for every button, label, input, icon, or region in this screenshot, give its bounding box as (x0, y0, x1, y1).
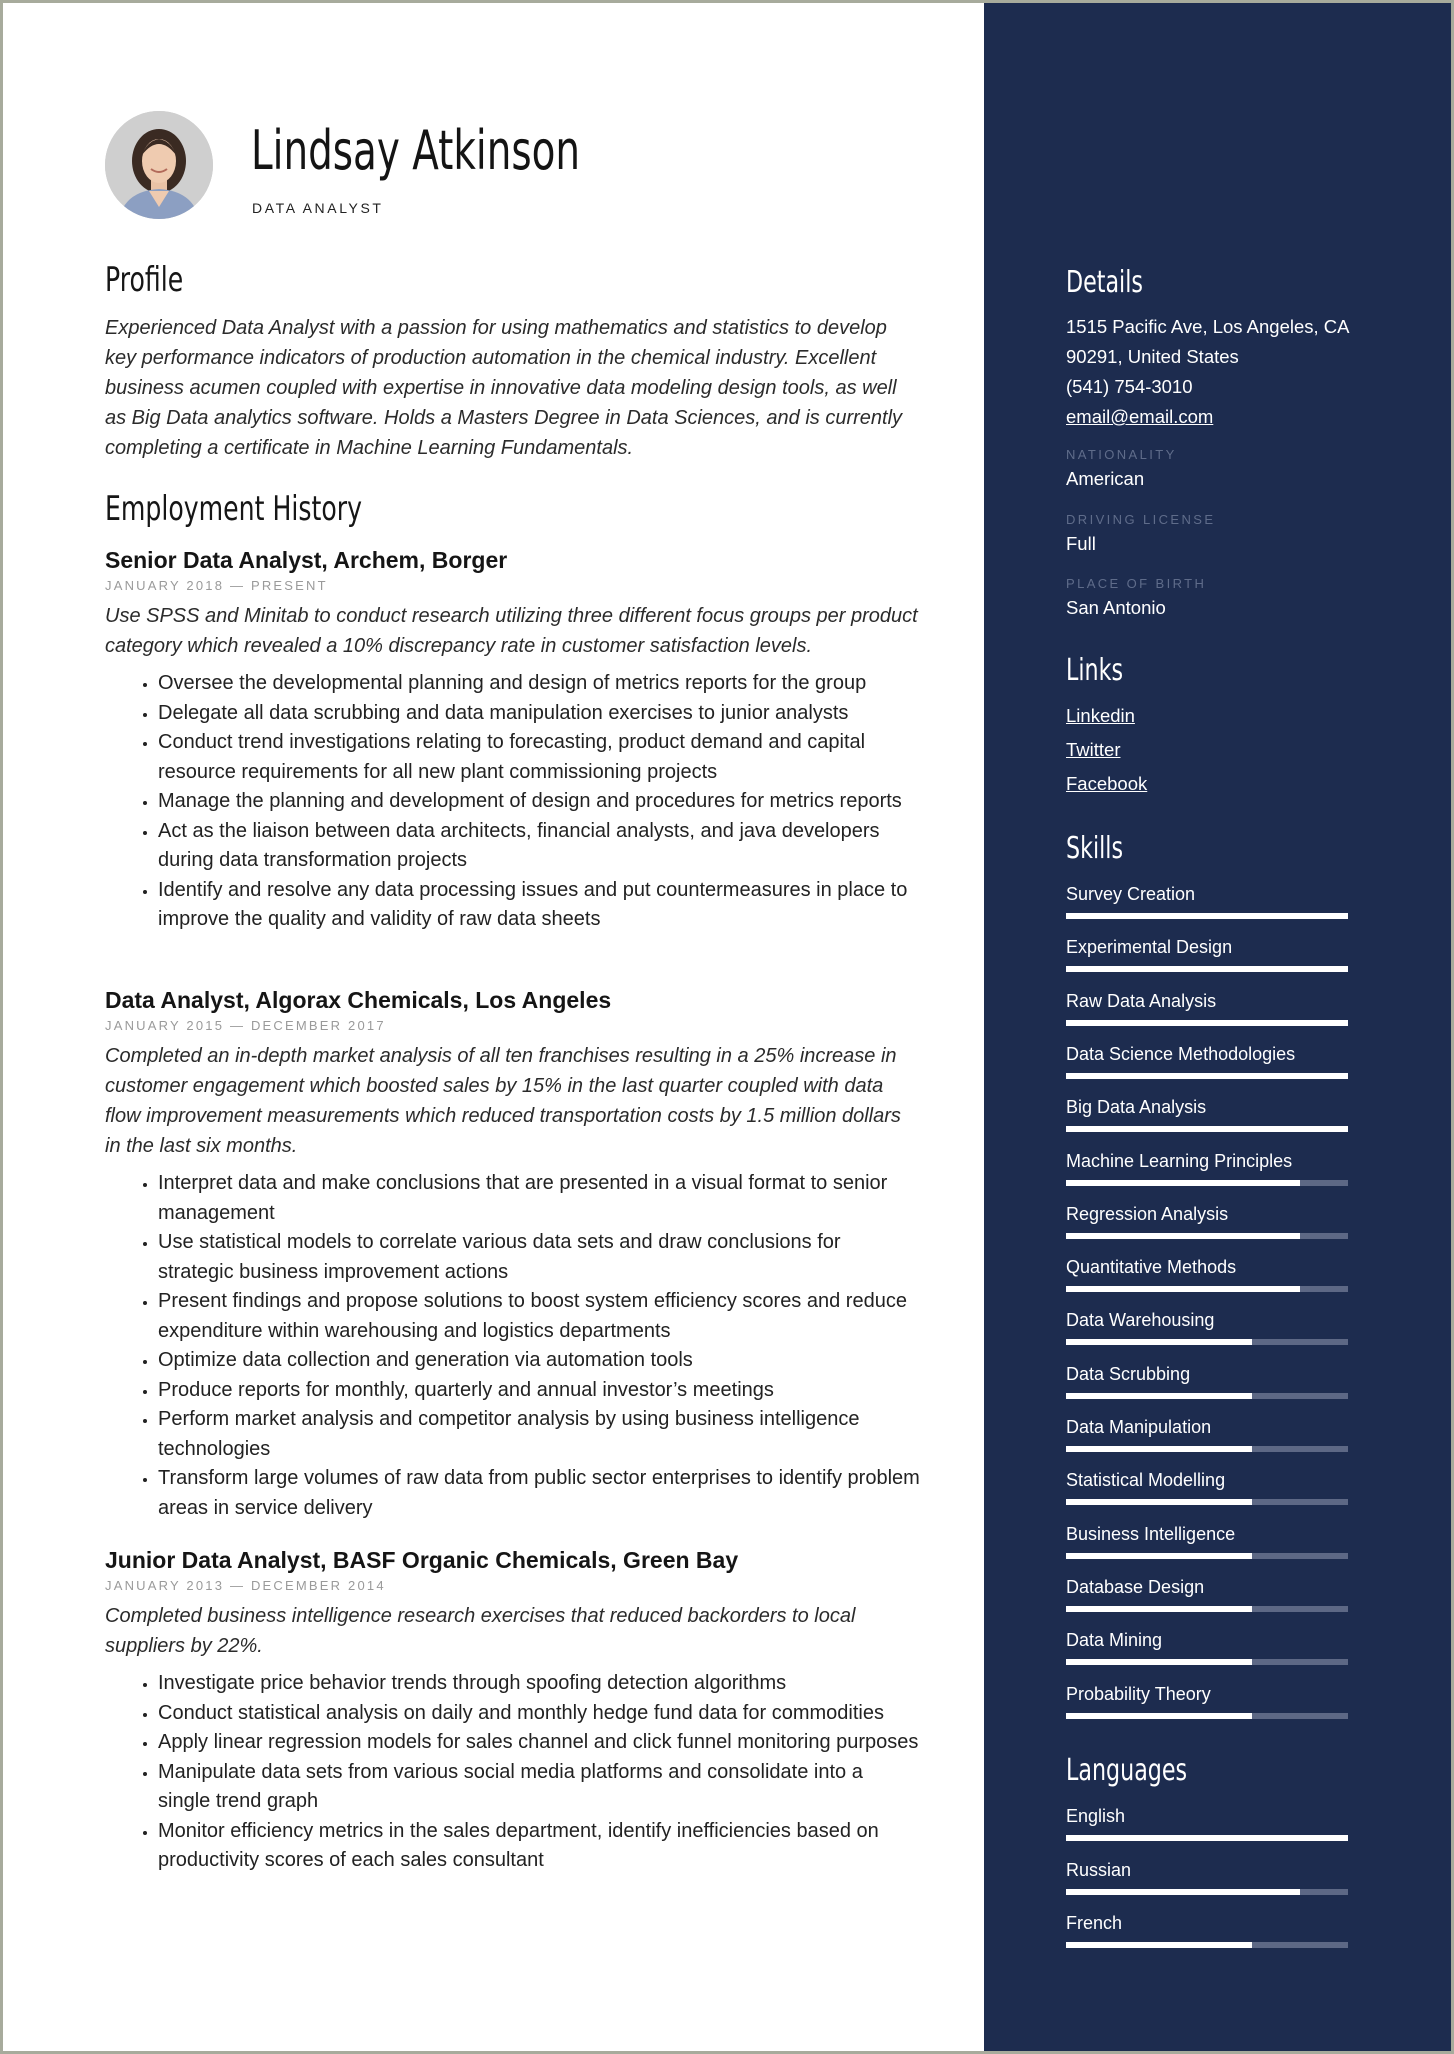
resume-page (3, 3, 1451, 2051)
link-facebook[interactable] (1066, 769, 1147, 799)
skill-level-fill (1066, 1713, 1252, 1719)
link-linkedin[interactable] (1066, 701, 1135, 731)
bullet-item: • Transform large volumes of raw data from public sector enterprises to identify problem areas in service delivery (158, 1464, 920, 1523)
skill-level-bar (1066, 1073, 1348, 1079)
skill-item (1066, 1043, 1348, 1079)
job-entry-bullets (105, 669, 920, 935)
language-item (1066, 1859, 1348, 1895)
skill-name: Data Warehousing (1066, 1310, 1215, 1331)
address-line-2: 90291, United States (1066, 346, 1239, 367)
driving-license-value: Full (1066, 533, 1096, 554)
job-entry (105, 1545, 920, 1876)
bullet-item: • Act as the liaison between data architects, financial analysts, and java developers during data transformation projects (158, 817, 920, 876)
skill-item (1066, 1363, 1348, 1399)
job-entry-summary: Completed an in-depth market analysis of all ten franchises resulting in a 25% increase in customer engagement which boosted sales by 15% in the last quarter coupled with data flow improvement measurements which reduced transportation costs by 1.5 million dollars in the last six months. (105, 1045, 901, 1157)
skill-name: Probability Theory (1066, 1683, 1211, 1704)
person-name: Lindsay Atkinson (251, 119, 581, 182)
skill-level-fill (1066, 1286, 1300, 1292)
skill-level-bar (1066, 1499, 1348, 1505)
skill-name: Statistical Modelling (1066, 1470, 1226, 1491)
skill-name: Big Data Analysis (1066, 1097, 1207, 1118)
details-heading: Details (1066, 265, 1143, 300)
job-entry-title: Data Analyst, Algorax Chemicals, Los Angeles (105, 987, 612, 1013)
skill-name: Data Science Methodologies (1066, 1043, 1296, 1064)
bullet-item: • Investigate price behavior trends through spoofing detection algorithms (158, 1669, 920, 1699)
skill-item (1066, 1203, 1348, 1239)
skill-item (1066, 1150, 1348, 1186)
skill-name: Data Manipulation (1066, 1417, 1212, 1437)
skill-name: Business Intelligence (1066, 1523, 1236, 1544)
bullet-item: • Manage the planning and development of design and procedures for metrics reports (158, 787, 920, 817)
skill-item (1066, 1416, 1348, 1452)
profile-text: Experienced Data Analyst with a passion for using mathematics and statistics to develop key performance indicators of production automation in the chemical industry. Excellent business acumen coupled with expertise in innovative data modeling design tools, as well as Big Data analytics software. Holds a Masters Degree in Data Sciences, and is currently completing a certificate in Machine Learning Fundamentals. (105, 317, 903, 459)
job-entry (105, 985, 920, 1523)
skill-level-fill (1066, 913, 1348, 919)
bullet-item: • Manipulate data sets from various social media platforms and consolidate into a single trend graph (158, 1758, 920, 1817)
address-line-1: 1515 Pacific Ave, Los Angeles, CA (1066, 316, 1350, 337)
skill-level-fill (1066, 1020, 1348, 1026)
bullet-item: • Apply linear regression models for sales channel and click funnel monitoring purposes (158, 1728, 920, 1758)
language-name: Russian (1066, 1859, 1132, 1880)
skill-name: Data Scrubbing (1066, 1363, 1191, 1384)
skill-level-fill (1066, 1446, 1252, 1452)
links-heading: Links (1066, 653, 1124, 688)
employment-heading: Employment History (105, 489, 362, 529)
skill-item (1066, 1096, 1348, 1132)
language-name: English (1066, 1806, 1126, 1826)
skill-name: Machine Learning Principles (1066, 1150, 1293, 1171)
nationality-value: American (1066, 468, 1145, 489)
skill-level-bar (1066, 1393, 1348, 1399)
bullet-item: • Monitor efficiency metrics in the sales department, identify inefficiencies based on productivity scores of each sales consultant (158, 1817, 920, 1876)
language-level-bar (1066, 1835, 1348, 1841)
language-level-bar (1066, 1889, 1348, 1895)
job-entry-summary: Use SPSS and Minitab to conduct research utilizing three different focus groups per product category which revealed a 10% discrepancy rate in customer satisfaction levels. (105, 605, 918, 657)
bullet-item: • Produce reports for monthly, quarterly and annual investor’s meetings (158, 1376, 920, 1406)
skill-level-bar (1066, 1233, 1348, 1239)
link-facebook-text[interactable]: Facebook (1066, 773, 1148, 794)
language-item (1066, 1805, 1348, 1841)
skill-item (1066, 1683, 1348, 1719)
nationality-label: NATIONALITY (1066, 447, 1177, 462)
skill-level-fill (1066, 1126, 1348, 1132)
job-entry-dates: JANUARY 2015 — DECEMBER 2017 (105, 1018, 386, 1033)
bullet-item: • Interpret data and make conclusions that are presented in a visual format to senior management (158, 1169, 920, 1228)
language-level-fill (1066, 1835, 1348, 1841)
email-link-text[interactable]: email@email.com (1066, 406, 1214, 427)
job-entry-dates: JANUARY 2013 — DECEMBER 2014 (105, 1578, 386, 1593)
skills-heading: Skills (1066, 831, 1124, 866)
bullet-item: • Use statistical models to correlate various data sets and draw conclusions for strategic business improvement actions (158, 1228, 920, 1287)
skill-item (1066, 1629, 1348, 1665)
job-entry (105, 545, 920, 935)
skill-level-fill (1066, 1659, 1252, 1665)
skill-item (1066, 883, 1348, 919)
phone-number: (541) 754-3010 (1066, 376, 1193, 397)
skill-level-fill (1066, 1073, 1348, 1079)
skill-level-bar (1066, 1286, 1348, 1292)
skill-level-fill (1066, 1180, 1300, 1186)
skill-level-fill (1066, 1606, 1252, 1612)
profile-heading: Profile (105, 260, 184, 300)
skill-level-bar (1066, 1713, 1348, 1719)
avatar-photo (105, 111, 213, 219)
language-level-bar (1066, 1942, 1348, 1948)
skill-name: Database Design (1066, 1576, 1205, 1597)
skill-level-fill (1066, 1339, 1252, 1345)
languages-heading: Languages (1066, 1753, 1188, 1788)
bullet-item: • Optimize data collection and generation via automation tools (158, 1346, 920, 1376)
link-twitter[interactable] (1066, 735, 1120, 765)
skill-name: Data Mining (1066, 1630, 1163, 1651)
main-column (3, 3, 984, 2051)
skill-item (1066, 1469, 1348, 1505)
bullet-item: • Delegate all data scrubbing and data manipulation exercises to junior analysts (158, 699, 920, 729)
link-linkedin-text[interactable]: Linkedin (1066, 705, 1135, 726)
sidebar (984, 3, 1451, 2051)
skill-item (1066, 990, 1348, 1026)
driving-license-label: DRIVING LICENSE (1066, 512, 1216, 527)
bullet-item: • Oversee the developmental planning and design of metrics reports for the group (158, 669, 920, 699)
skill-level-fill (1066, 1233, 1300, 1239)
skill-item (1066, 936, 1348, 972)
job-entry-dates: JANUARY 2018 — PRESENT (105, 578, 328, 593)
bullet-item: • Conduct trend investigations relating to forecasting, product demand and capital resource requirements for all new plant commissioning projects (158, 728, 920, 787)
bullet-item: • Perform market analysis and competitor analysis by using business intelligence technologies (158, 1405, 920, 1464)
skill-level-bar (1066, 1339, 1348, 1345)
skill-level-bar (1066, 966, 1348, 972)
skill-level-fill (1066, 966, 1348, 972)
job-entry-summary: Completed business intelligence research exercises that reduced backorders to local suppliers by 22%. (105, 1605, 856, 1657)
skill-level-bar (1066, 1020, 1348, 1026)
skill-level-bar (1066, 1180, 1348, 1186)
language-name: French (1066, 1913, 1123, 1933)
bullet-item: • Identify and resolve any data processing issues and put countermeasures in place to improve the quality and validity of raw data sheets (158, 876, 920, 935)
skill-level-bar (1066, 1126, 1348, 1132)
job-entry-title: Senior Data Analyst, Archem, Borger (105, 547, 508, 573)
link-twitter-text[interactable]: Twitter (1066, 739, 1121, 760)
skill-name: Regression Analysis (1066, 1203, 1229, 1224)
skill-level-fill (1066, 1553, 1252, 1559)
skill-name: Raw Data Analysis (1066, 990, 1217, 1011)
job-title: DATA ANALYST (252, 200, 384, 216)
skill-level-bar (1066, 1553, 1348, 1559)
skill-item (1066, 1576, 1348, 1612)
skill-level-fill (1066, 1499, 1252, 1505)
skill-level-fill (1066, 1393, 1252, 1399)
avatar (105, 111, 213, 219)
skill-level-bar (1066, 1659, 1348, 1665)
job-entry-bullets (105, 1669, 920, 1876)
job-entry-bullets (105, 1169, 920, 1523)
language-level-fill (1066, 1942, 1252, 1948)
skill-level-bar (1066, 1606, 1348, 1612)
bullet-item: • Present findings and propose solutions to boost system efficiency scores and reduce expenditure within warehousing and logistics departments (158, 1287, 920, 1346)
email-link[interactable] (1066, 402, 1213, 432)
place-of-birth-label: PLACE OF BIRTH (1066, 576, 1207, 591)
place-of-birth-value: San Antonio (1066, 597, 1166, 618)
skill-name: Experimental Design (1066, 937, 1233, 958)
skill-item (1066, 1309, 1348, 1345)
skill-name: Quantitative Methods (1066, 1257, 1237, 1278)
skill-level-bar (1066, 913, 1348, 919)
skill-name: Survey Creation (1066, 884, 1196, 904)
skill-item (1066, 1256, 1348, 1292)
language-level-fill (1066, 1889, 1300, 1895)
skill-level-bar (1066, 1446, 1348, 1452)
job-entry-title: Junior Data Analyst, BASF Organic Chemicals, Green Bay (105, 1547, 739, 1573)
bullet-item: • Conduct statistical analysis on daily and monthly hedge fund data for commodities (158, 1699, 920, 1729)
language-item (1066, 1912, 1348, 1948)
skill-item (1066, 1523, 1348, 1559)
